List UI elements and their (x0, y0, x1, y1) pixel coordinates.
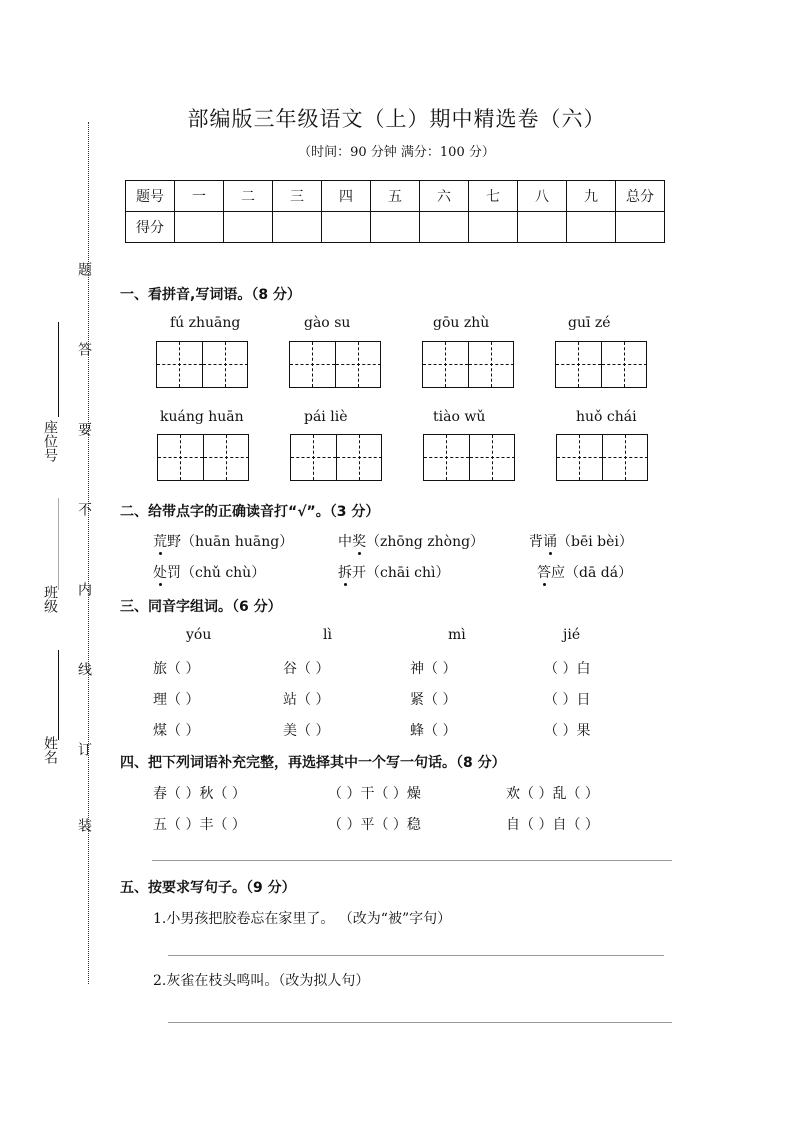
dotted-char: 答 (537, 565, 551, 581)
word-blank[interactable]: 美（ ） (283, 723, 330, 739)
table-row (126, 181, 665, 212)
margin-char: 订 (76, 742, 92, 756)
table-cell: 得分 (126, 212, 175, 243)
choice-item[interactable]: 背诵（bēi bèi） (529, 534, 633, 550)
rewrite-prompt: 1.小男孩把胶卷忘在家里了。 （改为“被”字句） (153, 911, 452, 927)
word-blank[interactable]: 理（ ） (153, 692, 200, 708)
writing-grid[interactable] (423, 434, 515, 481)
answer-line[interactable] (152, 860, 672, 861)
word-blank[interactable]: 紧（ ） (410, 692, 457, 708)
idiom-blank[interactable]: （ ）平（ ）稳 (328, 817, 421, 833)
section-4-heading: 四、把下列词语补充完整，再选择其中一个写一句话。（8 分） (120, 755, 506, 771)
rewrite-prompt: 2.灰雀在枝头鸣叫。（改为拟人句） (153, 973, 370, 989)
page-title: 部编版三年级语文（上）期中精选卷（六） (187, 107, 606, 131)
table-cell: 三 (273, 181, 322, 212)
table-cell: 题号 (126, 181, 175, 212)
writing-grid[interactable] (289, 341, 381, 388)
section-3-heading: 三、同音字组词。（6 分） (120, 599, 282, 615)
choice-item[interactable]: 处罚（chǔ chù） (153, 565, 266, 581)
class-line (58, 498, 59, 590)
pinyin-prompt: fú zhuāng (170, 315, 241, 331)
word-blank[interactable]: 神（ ） (410, 661, 457, 677)
margin-char: 装 (76, 818, 92, 832)
pinyin-prompt: gào su (304, 315, 351, 331)
score-input-cell[interactable] (420, 212, 469, 243)
score-input-cell[interactable] (616, 212, 665, 243)
seat-number-label: 座位号 (42, 420, 58, 462)
word-blank[interactable]: （ ）白 (544, 661, 591, 677)
exam-info: （时间：90 分钟 满分：100 分） (298, 145, 495, 160)
pinyin-prompt: huǒ chái (576, 409, 637, 425)
writing-grid[interactable] (290, 434, 382, 481)
score-input-cell[interactable] (518, 212, 567, 243)
table-cell: 五 (371, 181, 420, 212)
word-blank[interactable]: 旅（ ） (153, 661, 200, 677)
dotted-char: 诵 (543, 534, 557, 550)
score-input-cell[interactable] (175, 212, 224, 243)
writing-grid[interactable] (156, 341, 248, 388)
seat-number-line (58, 322, 59, 417)
table-cell: 七 (469, 181, 518, 212)
writing-grid[interactable] (422, 341, 514, 388)
word-blank[interactable]: （ ）果 (544, 723, 591, 739)
dotted-char: 拆 (338, 565, 352, 581)
choice-item[interactable]: 答应（dā dá） (537, 565, 633, 581)
margin-char: 题 (76, 262, 92, 276)
dotted-char: 荒 (153, 534, 167, 550)
answer-line[interactable] (168, 955, 664, 956)
idiom-blank[interactable]: 欢（ ）乱（ ） (506, 786, 599, 802)
score-input-cell[interactable] (371, 212, 420, 243)
pinyin-prompt: tiào wǔ (433, 409, 486, 425)
score-table (125, 180, 665, 243)
writing-grid[interactable] (556, 434, 648, 481)
margin-char: 内 (76, 582, 92, 596)
choice-item[interactable]: 拆开（chāi chì） (338, 565, 450, 581)
section-1-heading: 一、看拼音,写词语。（8 分） (120, 287, 301, 303)
pinyin-prompt: pái liè (304, 409, 348, 425)
word-blank[interactable]: 谷（ ） (283, 661, 330, 677)
idiom-blank[interactable]: （ ）干（ ）燥 (328, 786, 421, 802)
writing-grid[interactable] (555, 341, 647, 388)
idiom-blank[interactable]: 春（ ）秋（ ） (153, 786, 246, 802)
idiom-blank[interactable]: 五（ ）丰（ ） (153, 817, 246, 833)
score-input-cell[interactable] (469, 212, 518, 243)
table-cell: 六 (420, 181, 469, 212)
name-line (58, 650, 59, 740)
score-input-cell[interactable] (224, 212, 273, 243)
pinyin-label: mì (448, 627, 466, 643)
table-cell: 八 (518, 181, 567, 212)
word-blank[interactable]: 煤（ ） (153, 723, 200, 739)
choice-item[interactable]: 荒野（huān huāng） (153, 534, 294, 550)
table-cell: 总分 (616, 181, 665, 212)
word-blank[interactable]: 蜂（ ） (410, 723, 457, 739)
section-2-heading: 二、给带点字的正确读音打“√”。（3 分） (120, 504, 380, 520)
dotted-char: 处 (153, 565, 167, 581)
pinyin-label: jié (563, 627, 581, 643)
table-cell: 九 (567, 181, 616, 212)
margin-char: 不 (76, 502, 92, 516)
score-input-cell[interactable] (567, 212, 616, 243)
pinyin-prompt: gōu zhù (433, 315, 490, 331)
binding-line (88, 122, 89, 984)
name-label: 姓名 (42, 736, 58, 764)
table-row (126, 212, 665, 243)
choice-item[interactable]: 中奖（zhōng zhòng） (338, 534, 485, 550)
table-cell: 一 (175, 181, 224, 212)
class-label: 班级 (42, 585, 58, 613)
writing-grid[interactable] (157, 434, 249, 481)
idiom-blank[interactable]: 自（ ）自（ ） (506, 817, 599, 833)
table-cell: 二 (224, 181, 273, 212)
score-input-cell[interactable] (322, 212, 371, 243)
table-cell: 四 (322, 181, 371, 212)
word-blank[interactable]: （ ）日 (544, 692, 591, 708)
answer-line[interactable] (168, 1022, 672, 1023)
score-input-cell[interactable] (273, 212, 322, 243)
word-blank[interactable]: 站（ ） (283, 692, 330, 708)
dotted-char: 奖 (352, 534, 366, 550)
pinyin-prompt: guī zé (568, 315, 611, 331)
margin-char: 答 (76, 342, 92, 356)
margin-char: 线 (76, 662, 92, 676)
section-5-heading: 五、按要求写句子。（9 分） (120, 880, 296, 896)
pinyin-label: yóu (186, 627, 212, 643)
pinyin-prompt: kuáng huān (160, 409, 244, 425)
margin-char: 要 (76, 422, 92, 436)
pinyin-label: lì (323, 627, 332, 643)
